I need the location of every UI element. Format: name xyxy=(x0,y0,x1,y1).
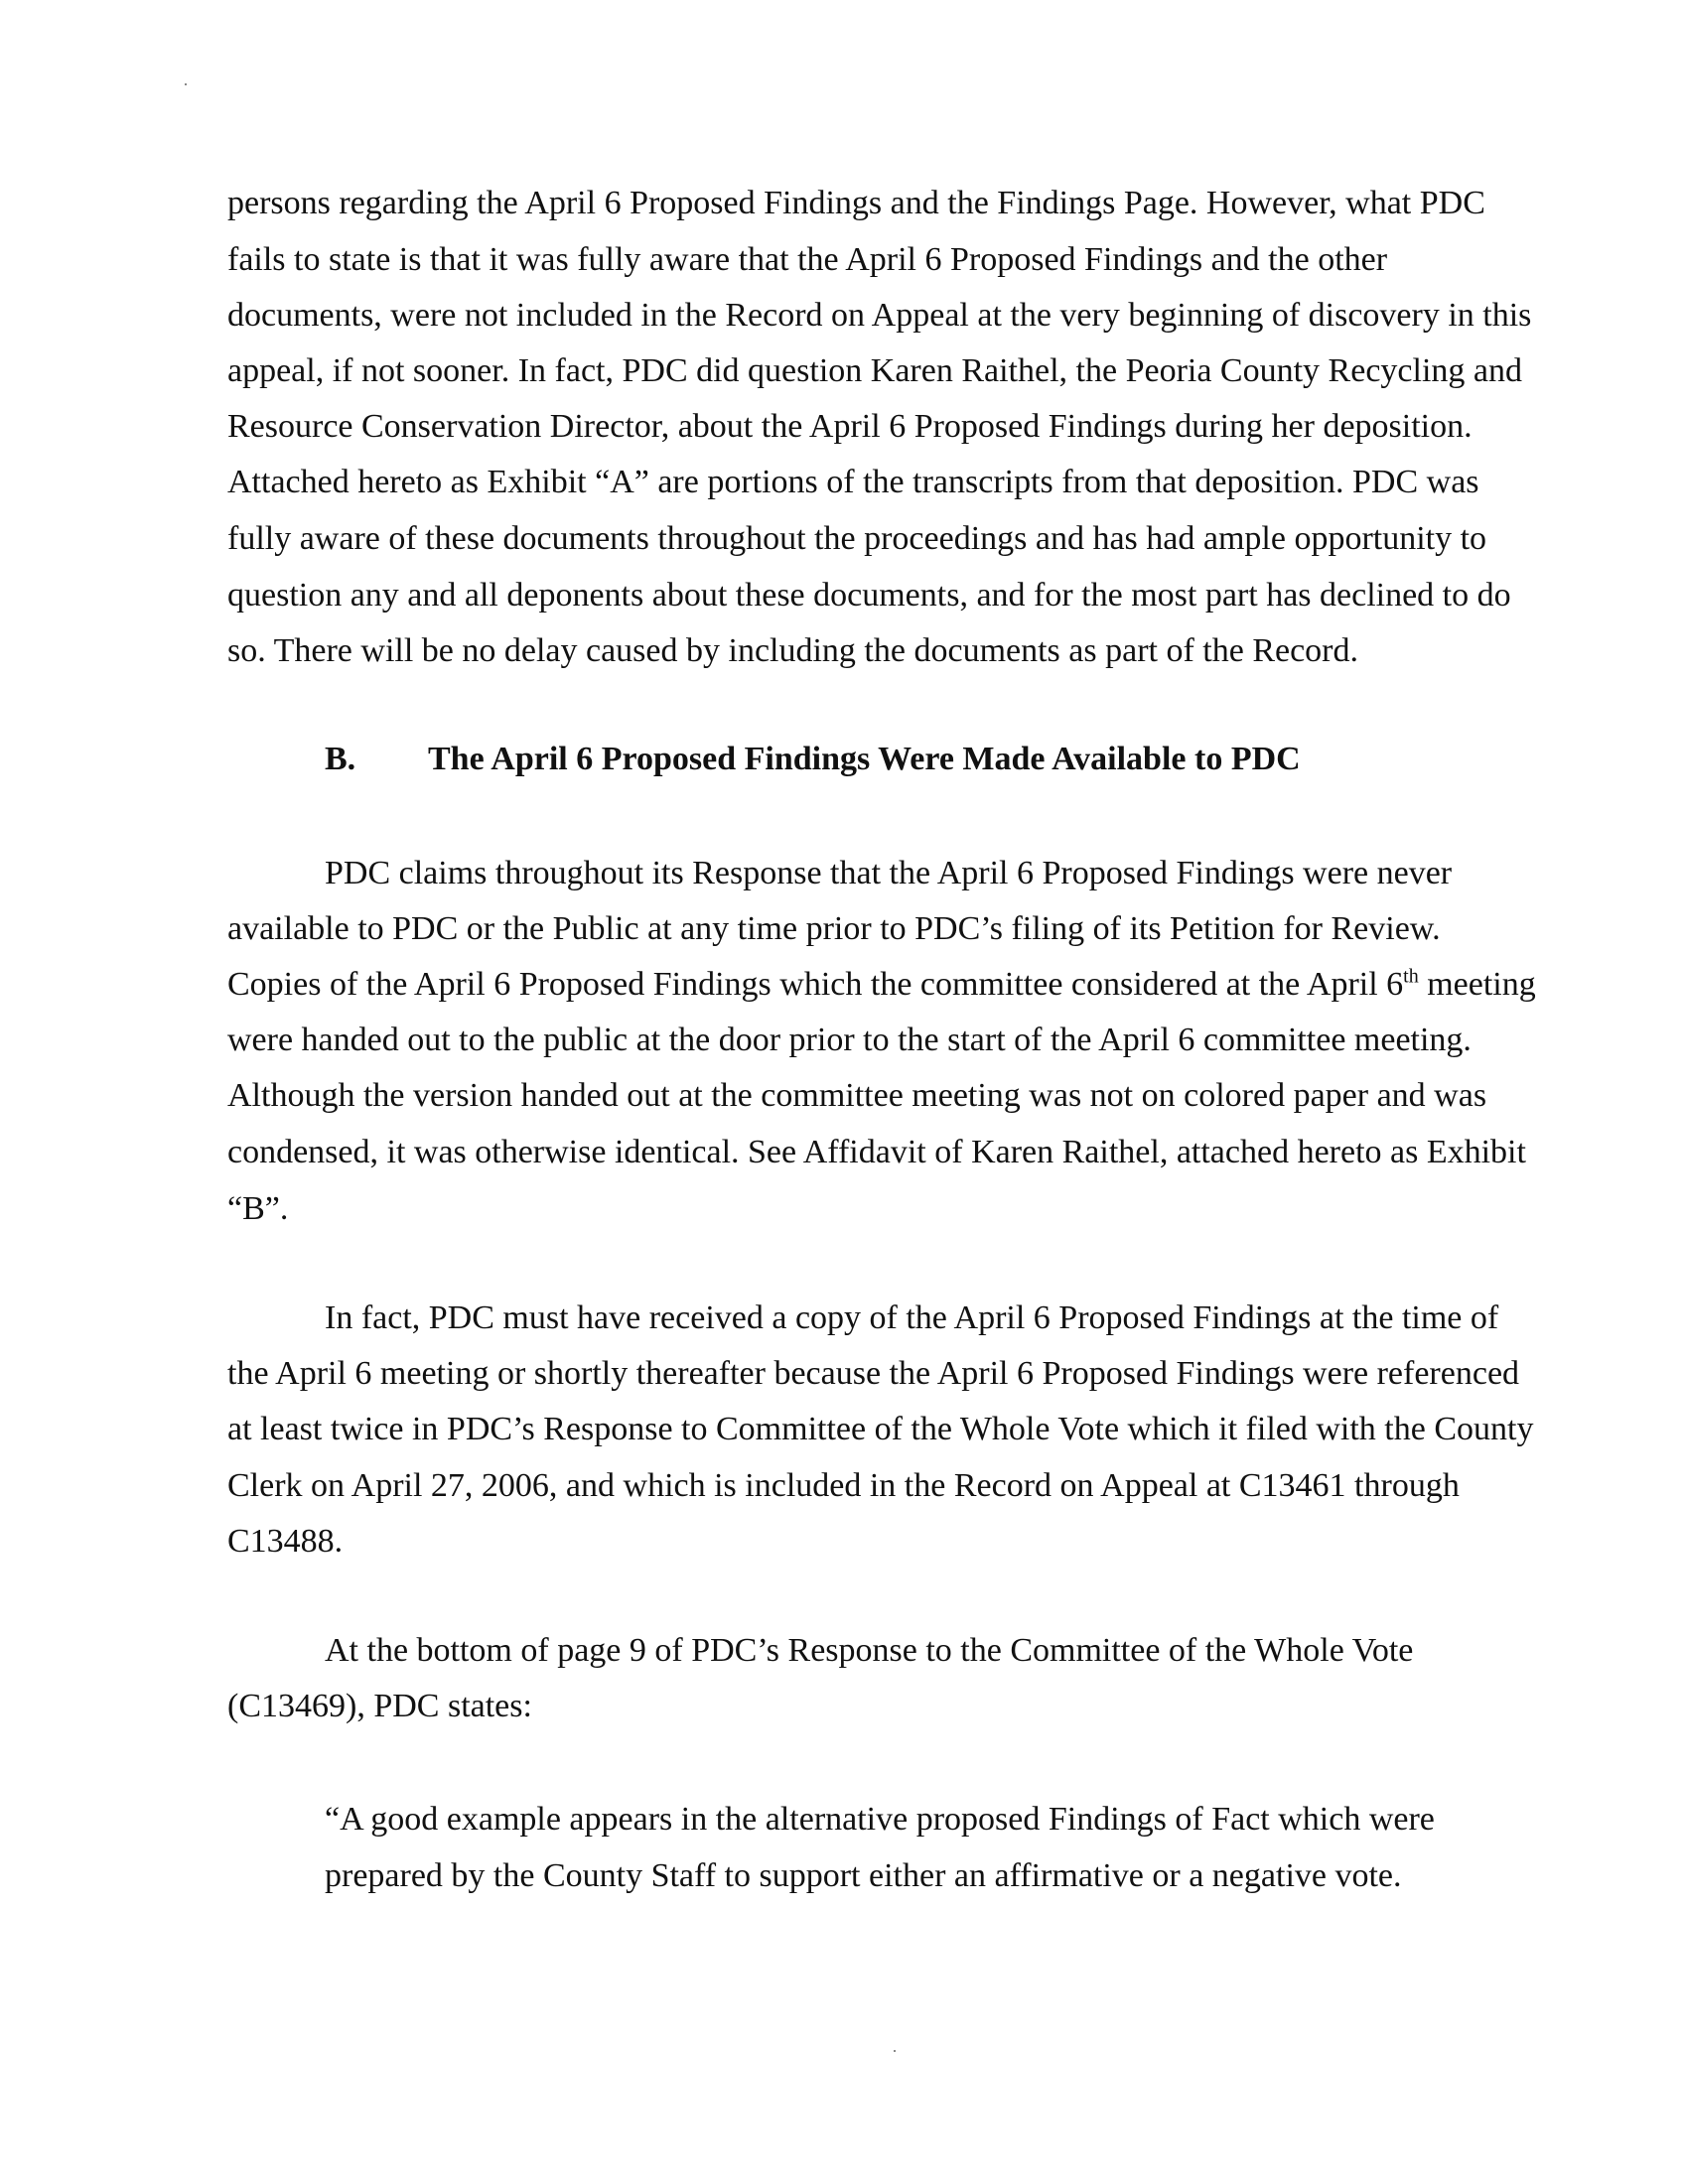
paragraph-line: Attached hereto as Exhibit “A” are portions of the transcripts from that deposition. PDC was xyxy=(227,464,1479,500)
quote-line: “A good example appears in the alternative proposed Findings of Fact which were xyxy=(325,1801,1435,1838)
paragraph-line: Resource Conservation Director, about the April 6 Proposed Findings during her deposition. xyxy=(227,408,1473,445)
paragraph-line: Although the version handed out at the committee meeting was not on colored paper and was xyxy=(227,1077,1487,1114)
paragraph-line: documents, were not included in the Record on Appeal at the very beginning of discovery in this xyxy=(227,297,1532,334)
paragraph-line: (C13469), PDC states: xyxy=(227,1688,532,1724)
section-letter: B. xyxy=(325,741,356,777)
paragraph-line: At the bottom of page 9 of PDC’s Response to the Committee of the Whole Vote xyxy=(325,1632,1414,1669)
scan-speck xyxy=(185,83,187,85)
superscript: th xyxy=(1403,965,1419,988)
paragraph-line: C13488. xyxy=(227,1523,344,1560)
paragraph-line: In fact, PDC must have received a copy of the April 6 Proposed Findings at the time of xyxy=(325,1299,1499,1336)
paragraph-line: question any and all deponents about these documents, and for the most part has declined to do xyxy=(227,577,1511,614)
paragraph-line: fails to state is that it was fully aware that the April 6 Proposed Findings and the other xyxy=(227,241,1388,278)
paragraph-line: available to PDC or the Public at any time prior to PDC’s filing of its Petition for Review. xyxy=(227,910,1441,947)
paragraph-line: Clerk on April 27, 2006, and which is included in the Record on Appeal at C13461 through xyxy=(227,1467,1460,1504)
paragraph-line: appeal, if not sooner. In fact, PDC did question Karen Raithel, the Peoria County Recycling and xyxy=(227,352,1522,389)
paragraph-line: persons regarding the April 6 Proposed Findings and the Findings Page. However, what PDC xyxy=(227,185,1485,221)
paragraph-line: at least twice in PDC’s Response to Committee of the Whole Vote which it filed with the County xyxy=(227,1411,1534,1447)
paragraph-line: Copies of the April 6 Proposed Findings which the committee considered at the April 6th meeting xyxy=(227,965,1536,1003)
scan-speck xyxy=(894,2050,896,2052)
paragraph-line: fully aware of these documents throughout the proceedings and has had ample opportunity to xyxy=(227,520,1487,557)
section-title: The April 6 Proposed Findings Were Made Available to PDC xyxy=(428,741,1301,777)
paragraph-line: were handed out to the public at the door prior to the start of the April 6 committee meeting. xyxy=(227,1022,1472,1058)
paragraph-line: so. There will be no delay caused by including the documents as part of the Record. xyxy=(227,632,1358,669)
paragraph-line: “B”. xyxy=(227,1190,289,1227)
quote-line: prepared by the County Staff to support either an affirmative or a negative vote. xyxy=(325,1857,1402,1894)
paragraph-line: condensed, it was otherwise identical. See Affidavit of Karen Raithel, attached hereto as Exhibit xyxy=(227,1134,1526,1170)
paragraph-line: the April 6 meeting or shortly thereafter because the April 6 Proposed Findings were referenced xyxy=(227,1355,1520,1392)
paragraph-line: PDC claims throughout its Response that the April 6 Proposed Findings were never xyxy=(325,855,1453,891)
